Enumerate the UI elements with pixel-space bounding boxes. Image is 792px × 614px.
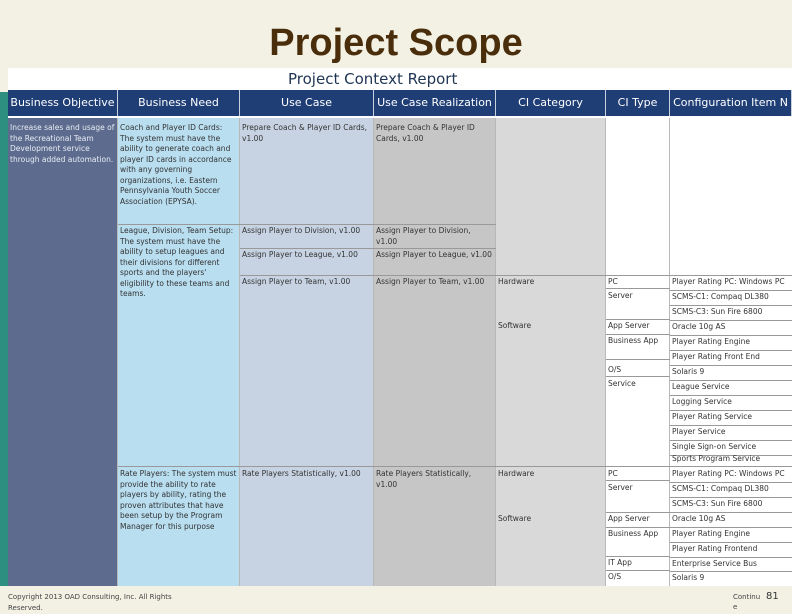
ci-category-hardware: Hardware — [498, 469, 535, 478]
realization-assign-division: Assign Player to Division, v1.00 — [376, 226, 471, 246]
ci-type-server: Server — [606, 483, 670, 513]
header-business-objective: Business Objective — [8, 90, 118, 116]
ci-type-pc: PC — [606, 469, 670, 481]
use-case-assign-division: Assign Player to Division, v1.00 — [242, 226, 361, 235]
config-item: SCMS-C3: Sun Fire 6800 — [670, 499, 792, 513]
row-divider — [240, 275, 792, 276]
config-item: SCMS-C1: Compaq DL380 — [670, 484, 792, 498]
use-case-assign-league: Assign Player to League, v1.00 — [242, 250, 358, 259]
config-item: Logging Service — [670, 397, 792, 411]
config-item: Single Sign-on Service — [670, 442, 792, 456]
use-case-rate-players: Rate Players Statistically, v1.00 — [242, 469, 361, 478]
use-case-assign-team: Assign Player to Team, v1.00 — [242, 277, 351, 286]
page-number: 81 — [766, 591, 779, 602]
business-need-id-cards: Coach and Player ID Cards: The system must have the ability to generate coach and player ID cards in accordance with any governing organizations, i.e. Eastern Pennsylvania Youth Soccer Association (EPYSA). — [120, 123, 232, 206]
project-context-report — [8, 68, 792, 586]
realization-rate-players: Rate Players Statistically, v1.00 — [376, 469, 472, 489]
slide-title: Project Scope — [269, 22, 523, 64]
config-item: SCMS-C3: Sun Fire 6800 — [670, 307, 792, 321]
config-item: Player Rating Engine — [670, 337, 792, 351]
config-item: Sports Program Service — [672, 454, 761, 463]
config-item: Player Rating PC: Windows PC — [670, 469, 792, 483]
config-item: Player Rating Engine — [670, 529, 792, 543]
ci-type-os: O/S — [608, 572, 622, 581]
config-item: Solaris 9 — [670, 367, 792, 381]
ci-type-business-app: Business App — [606, 529, 670, 557]
header-use-case: Use Case — [240, 90, 374, 116]
realization-assign-team: Assign Player to Team, v1.00 — [376, 277, 485, 286]
ci-type-business-app: Business App — [606, 336, 670, 360]
header-use-case-realization: Use Case Realization — [374, 90, 496, 116]
config-item: Oracle 10g AS — [670, 322, 792, 336]
config-item: Player Rating Service — [670, 412, 792, 426]
continue-link[interactable]: Continue — [733, 593, 761, 611]
accent-strip — [0, 92, 8, 586]
config-item: Player Service — [670, 427, 792, 441]
ci-category-software: Software — [498, 514, 532, 523]
business-objective-text: Increase sales and usage of the Recreational Team Development service through added automation. — [10, 123, 115, 164]
header-ci-category: CI Category — [496, 90, 606, 116]
realization-id-cards: Prepare Coach & Player ID Cards, v1.00 — [376, 123, 475, 143]
header-business-need: Business Need — [118, 90, 240, 116]
business-need-rate-players: Rate Players: The system must provide the ability to rate players by ability, rating the proven attributes that have been setup by the Program Manager for this purpose — [120, 469, 237, 531]
ci-category-software: Software — [498, 321, 532, 330]
row-divider — [240, 248, 496, 249]
config-item: Player Rating Frontend — [670, 544, 792, 558]
ci-type-pc: PC — [606, 277, 670, 289]
config-item: Enterprise Service Bus — [670, 559, 792, 572]
config-item: Solaris 9 — [672, 573, 705, 582]
config-item: Player Rating Front End — [670, 352, 792, 366]
header-ci-type: CI Type — [606, 90, 670, 116]
ci-category-hardware: Hardware — [498, 277, 535, 286]
ci-type-server: Server — [606, 291, 670, 320]
ci-type-os: O/S — [606, 363, 670, 377]
column-use-case-realization — [374, 118, 496, 586]
config-item: Oracle 10g AS — [670, 514, 792, 528]
row-divider — [118, 466, 792, 467]
ci-type-service: Service — [608, 379, 636, 388]
column-business-objective — [8, 118, 118, 586]
copyright-footer: Copyright 2013 OAD Consulting, Inc. All Rights Reserved. — [8, 593, 172, 612]
header-configuration-item: Configuration Item N — [670, 90, 792, 116]
use-case-id-cards: Prepare Coach & Player ID Cards, v1.00 — [242, 123, 368, 143]
ci-type-app-server: App Server — [606, 514, 670, 528]
config-item: SCMS-C1: Compaq DL380 — [670, 292, 792, 306]
config-item: League Service — [670, 382, 792, 396]
config-item: Player Rating PC: Windows PC — [670, 277, 792, 291]
realization-assign-league: Assign Player to League, v1.00 — [376, 250, 492, 259]
column-use-case — [240, 118, 374, 586]
ci-type-app-server: App Server — [606, 321, 670, 335]
ci-type-it-app: IT App — [606, 558, 670, 571]
report-title: Project Context Report — [288, 70, 458, 88]
business-need-league-setup: League, Division, Team Setup: The system must have the ability to setup leagues and their divisions for different sports and the players' eligibility to these teams and teams. — [120, 226, 234, 298]
row-divider — [118, 224, 496, 225]
